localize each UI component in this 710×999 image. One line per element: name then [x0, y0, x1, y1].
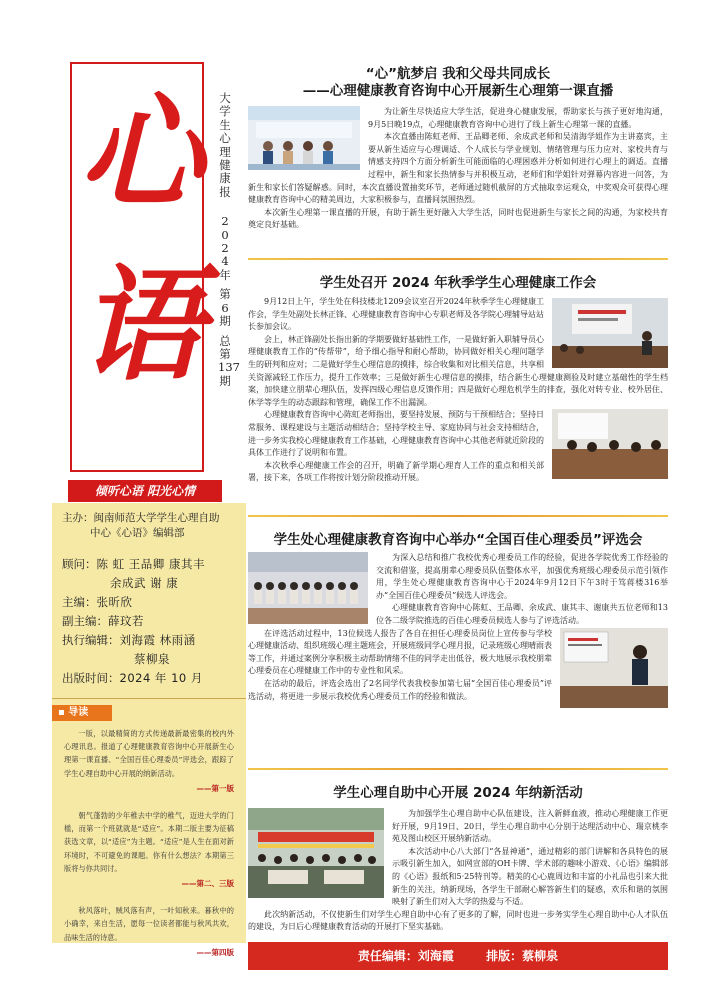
guide-ref-2: ——第二、三版: [181, 879, 234, 889]
meeting-photo-1: [552, 298, 668, 368]
logo-frame: [70, 62, 204, 472]
year-char: 2: [221, 214, 229, 229]
issue-char: 第: [219, 287, 231, 302]
article-3-para-1: 为深入总结和推广我校优秀心理委员工作的经验，促进各学院优秀工作经验的交流和借鉴，提高朋辈心理委员队伍整体水平，加强优秀班级心理委员示范引领作用，学生处心理健康教育咨询中心于2024年9月12日下午3时于笃蒋楼316举办“全国百佳心理委员”候选人评选会。: [376, 553, 668, 600]
article-4-body: [248, 808, 668, 934]
vertical-title-char: 生: [219, 117, 231, 132]
selection-photo-2: [560, 628, 668, 708]
article-1-para-2: 本次直播由陈虹老师、王品卿老师、余成武老师和吴清海学姐作为主讲嘉宾，主要从新生适应与心理调适、个人成长与学业规划、情绪管理与压力应对、家校共育与情感支持四个方面分析新生可能面临的心理困惑并分析如何进行心理上的调适。直播过程中，新生和家长热情参与并积极互动，老师们和学姐针对弹幕内容进一问答，为新生和家长们答疑解惑。同时，本次直播设置抽奖环节，老师通过随机截屏的方式抽取幸运观众，中奖观众可获得心理健康教育咨询中心的精美周边，大家积极参与，直播间氛围热烈。: [248, 132, 668, 205]
footer-banner: [248, 942, 668, 970]
sponsor: [62, 511, 238, 541]
guide-heading: ▪ 导读: [52, 705, 112, 721]
guide-content: [52, 721, 246, 959]
vertical-title-char: 康: [219, 171, 231, 186]
article-3-para-4: 在活动的最后，评选会选出了2名同学代表我校参加第七届“全国百佳心理委员”评选活动，将更进一步展示我校优秀心理委员工作的经验和做法。: [248, 678, 552, 701]
article-3-body: [248, 552, 668, 710]
deputy-name: 薛玟若: [108, 614, 144, 628]
total-issue-char: 期: [219, 373, 231, 388]
advisors-line-2: 余成武 谢 康: [110, 576, 179, 590]
sponsor-line-2: 中心《心语》编辑部: [90, 527, 185, 539]
article-3-para-2: 心理健康教育咨询中心陈虹、王品卿、余成武、康其丰、谢康共五位老师和13位各二级学院推选的百佳心理委员候选人参与了评选活动。: [376, 603, 668, 625]
editor-label: 主编：: [62, 595, 97, 609]
article-3-title: 学生处心理健康教育咨询中心举办“全国百佳心理委员”评选会: [273, 532, 643, 548]
exec-label: 执行编辑：: [62, 633, 120, 647]
article-4-para-2: 本次活动中心八大部门“各显神通”，通过精彩的部门讲解和各具特色的展示吸引新生加入，如网宣部的OH卡牌、学术部的趣味小游戏、《心语》编辑部的《心语》报纸和5·25特刊等。精美的心心鹿周边和丰富的小礼品也引来大批新生的关注，纳新现场，各学生干部耐心解答新生们的疑惑，欢乐和谐的氛围映射了新生们对入大学的热爱与不适。: [392, 846, 668, 907]
year-char: 4: [221, 254, 229, 269]
separator-3: [248, 768, 668, 770]
guide-ref-3: ——第四版: [196, 947, 234, 957]
sponsor-line-1: 主办：闽南师范大学学生心理自助: [62, 512, 220, 524]
article-2-photo-2: [552, 409, 668, 479]
article-4-photo: [248, 808, 384, 898]
vertical-title-char: 报: [219, 184, 231, 199]
total-issue-char: 总: [219, 333, 231, 348]
issue-char: 6: [221, 300, 229, 315]
article-2-body: [248, 296, 668, 485]
meeting-photo-2: [552, 409, 668, 479]
masthead-char-xin: 心: [78, 81, 203, 226]
article-2-para-1: 9月12日上午，学生处在科技楼北1209会议室召开2024年秋季学生心理健康工作会，学生处副处长林正锋、心理健康教育咨询中心专职老师及各学院心理辅导站站长参加会议。: [248, 297, 544, 332]
exec-line-1: 刘海霞 林雨涵: [119, 633, 196, 647]
editorial-info: [52, 503, 246, 692]
article-3-photo-2: [560, 628, 668, 708]
guide-item-2: 朝气蓬勃的少年稚去中学的稚气，迈进大学的门槛，而第一个班就就是“适应”。本期二版主要为征稿获选文章，以“适应”为主题。“适应”是人生在面对新环境时，不可避免的课题。你有什么想法？本期第三版将与你共同讨。: [64, 811, 234, 873]
masthead-char-yu: 语: [78, 253, 203, 398]
sidebar: [52, 503, 246, 957]
article-1-para-1: 为让新生尽快适应大学生活，促进身心健康发展，帮助家长与孩子更好地沟通，9月5日晚19点，心理健康教育咨询中心进行了线上新生心理第一课的直播。: [368, 107, 668, 129]
total-issue-char: 第: [219, 346, 231, 361]
exec-line-2: 蔡柳泉: [134, 652, 170, 666]
year-char: 0: [221, 227, 229, 242]
issue-char: 期: [219, 314, 231, 329]
vertical-title-char: 大: [219, 91, 231, 105]
article-2-para-4: 本次秋季心理健康工作会的召开，明确了新学期心理育人工作的重点和相关部署，接下来，各项工作将按计划分阶段推动开展。: [248, 460, 544, 483]
year-char: 年: [219, 267, 231, 282]
vertical-issue-info: [218, 91, 240, 388]
livestream-photo: [248, 106, 360, 170]
article-4-para-3: 此次纳新活动，不仅使新生们对学生心理自助中心有了更多的了解，同时也进一步务实学生心理自助中心人才队伍的建设，为日后心理健康教育活动的开展打下坚实基础。: [248, 909, 668, 932]
article-1-photo: [248, 106, 360, 170]
vertical-title-char: 理: [219, 144, 231, 159]
vertical-title-char: 心: [219, 131, 231, 146]
article-2-para-2: 会上，林正锋副处长指出新的学期要做好基础性工作，一是做好新入职辅导员心理健康教育工作的“传帮带”，给予细心指导和耐心帮助，协同做好相关心理问题学生的研判和应对；二是做好学生心理信息的摸排，综合收集和对比相关信息，共享相关资源减轻工作压力，提升工作效率；三是做好新生心理信息的摸排，结合新生心理健康测验及时建立基础性的学生档案，加快建立朋辈心理队伍，发挥四级心理信息反馈作用；四是做好心理危机学生的排查，强化对转专业、校外居住、休学等学生的动态跟踪和管理，确保工作不出漏洞。: [248, 334, 668, 407]
publish-date: 2024 年 10 月: [119, 671, 203, 685]
vertical-title-char: 学: [219, 104, 231, 119]
editor-name: 张昕欣: [96, 595, 133, 609]
advisors-label: 顾问：: [62, 557, 97, 571]
footer-layout: 排版：蔡柳泉: [486, 949, 559, 963]
separator-1: [248, 258, 668, 260]
article-3-para-3: 在评选活动过程中，13位候选人报告了各自在担任心理委员岗位上宣传参与学校心理健康活动、组织班级心理主题班会，开展班级同学心理月报，记录班级心理晴雨表等工作，并通过案例分享积极主动帮助情绪不佳的同学走出低谷，极大地展示我校朋辈心理委员在心理健康工作中的专业性和风采。: [248, 628, 552, 676]
staff-list: [62, 555, 238, 688]
date-label: 出版时间：: [62, 671, 120, 685]
masthead: [62, 50, 212, 485]
article-2-title: 学生处召开 2024 年秋季学生心理健康工作会: [319, 275, 597, 291]
article-1-subtitle: ——心理健康教育咨询中心开展新生心理第一课直播: [302, 83, 614, 99]
advisors-line-1: 陈 虹 王品卿 康其丰: [96, 557, 205, 571]
slogan-banner: 倾听心语 阳光心情: [68, 480, 222, 502]
sidebar-divider: [52, 698, 246, 699]
article-4-title: 学生心理自助中心开展 2024 年纳新活动: [333, 785, 583, 801]
footer-editor: 责任编辑：刘海霞: [357, 949, 454, 963]
guide-ref-1: ——第一版: [196, 783, 234, 793]
article-3-photo-1: [248, 552, 368, 624]
guide-item-3: 秋风落叶，贼风落有声，一叶知秋来。暮秋中的小确幸，来自生活，愿每一位读者都能与秋风共欢，品味生活的诗意。: [64, 906, 234, 942]
article-2-photo-1: [552, 298, 668, 368]
total-issue-char: 137: [218, 360, 240, 375]
separator-2: [248, 515, 668, 517]
article-1-title: “心”航梦启 我和父母共同成长: [365, 66, 551, 82]
article-1-para-3: 本次新生心理第一课直播的开展，有助于新生更好融入大学生活，同时也促进新生与家长之间的沟通，为家校共育奠定良好基础。: [248, 207, 668, 230]
selection-photo-1: [248, 552, 368, 624]
deputy-label: 副主编：: [62, 614, 108, 628]
article-1-body: [248, 106, 668, 232]
recruitment-photo: [248, 808, 384, 898]
guide-item-1: 一版，以最精简的方式传递最新最密集的校内外心理讯息。报道了心理健康教育咨询中心开展新生心理第一课直播、“全国百佳心理委员”评选会，跟踪了学生心理自助中心开展的纳新活动。: [64, 729, 234, 778]
article-2-para-3: 心理健康教育咨询中心陈虹老师指出，要坚持发展、预防与干预相结合；坚持日常服务、课程建设与主题活动相结合；坚持学校主导、家庭协同与社会支持相结合，进一步务实我校心理健康教育工作基础，心理健康教育咨询中心其他老师就近阶段的具体工作进行了说明和布置。: [248, 410, 544, 458]
vertical-title-char: 健: [219, 158, 231, 173]
year-char: 2: [221, 241, 229, 256]
article-4-para-1: 为加强学生心理自助中心队伍建设，注入新鲜血液，推动心理健康工作更好开展，9月19日、20日，学生心理自助中心分别于达理活动中心、瑞京桃李苑及图山校区开展纳新活动。: [392, 809, 668, 844]
